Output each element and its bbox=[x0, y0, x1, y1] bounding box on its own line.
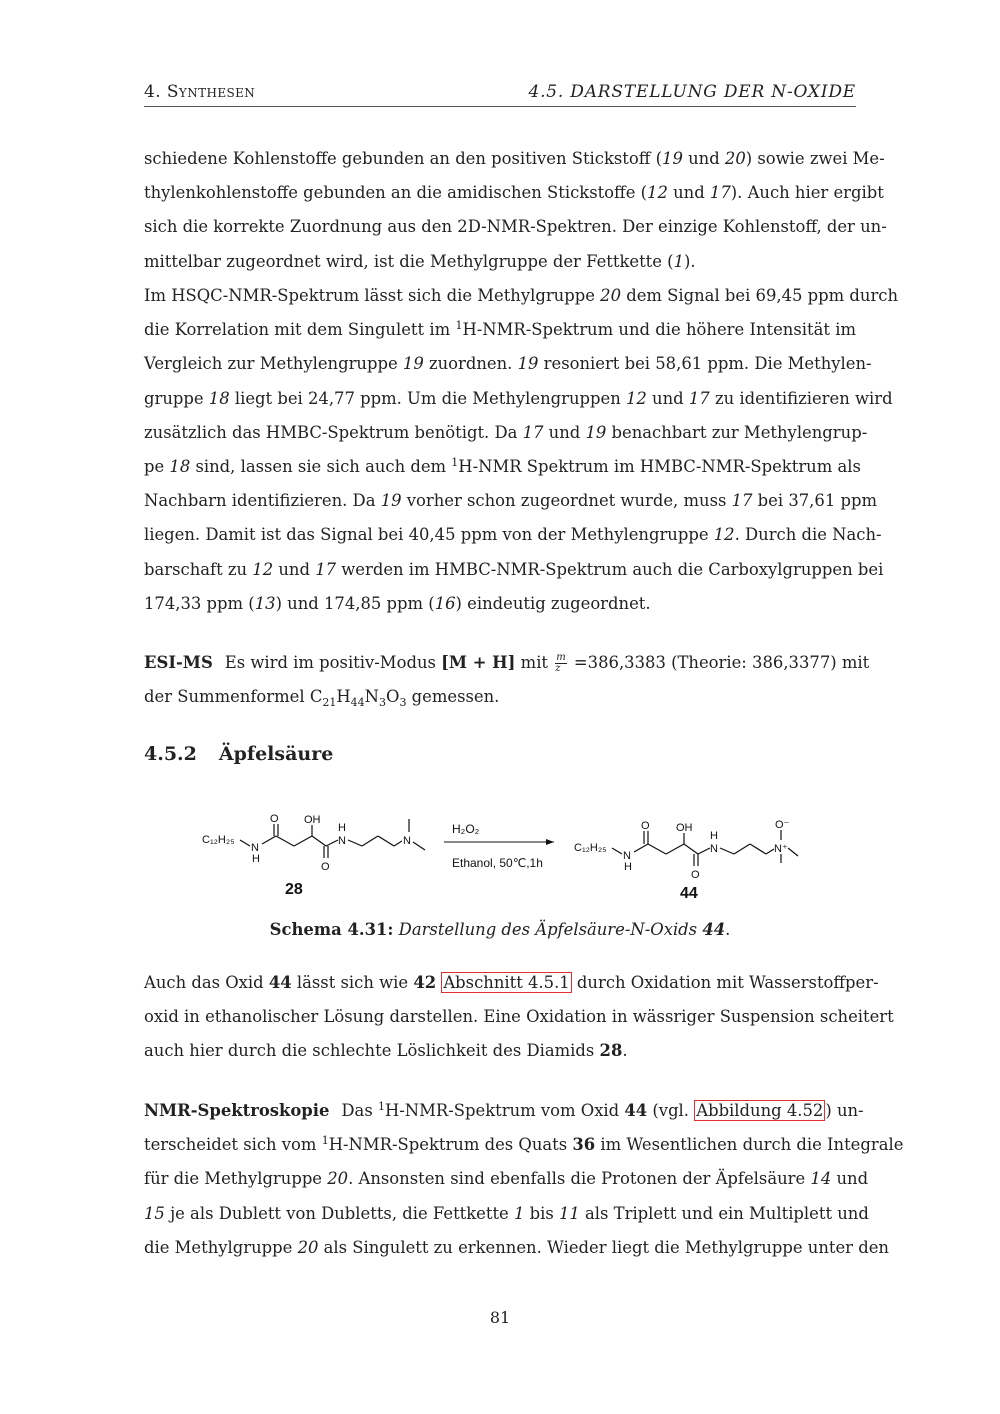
p2-line: gruppe 18 liegt bei 24,77 ppm. Um die Methylengruppen 12 und 17 zu identifizieren wird bbox=[144, 388, 893, 408]
compound-label-44: 44 bbox=[680, 885, 698, 902]
header-section: 4.5. DARSTELLUNG DER N-OXIDE bbox=[528, 82, 856, 102]
product-hydroxyl: OH bbox=[676, 822, 693, 834]
p2-line: pe 18 sind, lassen sie sich auch dem $^1$H-NMR Spektrum im HMBC-NMR-Spektrum als bbox=[144, 455, 861, 476]
esi-line: ESI-MS Es wird im positiv-Modus [M + H] mit $\frac{m}{z}$ =386,3383 (Theorie: 386,3377) mit bbox=[144, 652, 870, 674]
start-molecule-bonds bbox=[240, 819, 425, 858]
esi-line: der Summenformel $C_{21}H_{44}N_3O_3$ gemessen. bbox=[144, 687, 500, 710]
link-abschnitt-4-5-1[interactable]: Abschnitt 4.5.1 bbox=[443, 973, 570, 992]
m-over-z-fraction: $\frac{m}{z}$ bbox=[555, 652, 566, 674]
product-oxide-o: O⁻ bbox=[775, 819, 790, 831]
p2-line: Nachbarn identifizieren. Da 19 vorher schon zugeordnet wurde, muss 17 bei 37,61 ppm bbox=[144, 491, 877, 511]
arrow-head-icon bbox=[546, 839, 554, 845]
product-amide2-n: N bbox=[710, 843, 718, 855]
p2-line: 174,33 ppm (13) und 174,85 ppm (16) eindeutig zugeordnet. bbox=[144, 593, 651, 613]
nmr-line: die Methylgruppe 20 als Singulett zu erkennen. Wieder liegt die Methylgruppe unter den bbox=[144, 1237, 889, 1257]
nmr-line: 15 je als Dublett von Dubletts, die Fettkette 1 bis 11 als Triplett und ein Multiplett und bbox=[144, 1203, 869, 1223]
product-carbonyl-o2: O bbox=[691, 869, 700, 881]
start-amide2-h: H bbox=[338, 822, 346, 834]
esi-ms-paragraph bbox=[144, 646, 870, 714]
start-carbonyl-o2: O bbox=[321, 861, 330, 873]
header-chapter: 4. Synthesen bbox=[144, 82, 256, 102]
start-amine-n: N bbox=[403, 835, 411, 847]
p2-line: barschaft zu 12 und 17 werden im HMBC-NMR-Spektrum auch die Carboxylgruppen bei bbox=[144, 559, 884, 579]
running-header bbox=[144, 80, 856, 107]
start-chain-label: C₁₂H₂₅ bbox=[202, 834, 235, 846]
link-abbildung-4-52[interactable]: Abbildung 4.52 bbox=[696, 1101, 824, 1120]
p3-line: Auch das Oxid 44 lässt sich wie 42 Abschnitt 4.5.1 durch Oxidation mit Wasserstoffper- bbox=[144, 973, 879, 992]
product-ammonium-n: N⁺ bbox=[774, 843, 788, 855]
product-carbonyl-o1: O bbox=[641, 820, 650, 832]
p3-line: auch hier durch die schlechte Löslichkeit des Diamids 28. bbox=[144, 1041, 628, 1061]
nmr-line: für die Methylgruppe 20. Ansonsten sind ebenfalls die Protonen der Äpfelsäure 14 und bbox=[144, 1169, 869, 1189]
p1-line: thylenkohlenstoffe gebunden an die amidischen Stickstoffe (12 und 17). Auch hier ergibt bbox=[144, 183, 884, 203]
compound-label-28: 28 bbox=[285, 881, 303, 898]
paragraph-2 bbox=[144, 279, 899, 621]
p3-line: oxid in ethanolischer Lösung darstellen. Eine Oxidation in wässriger Suspension scheitert bbox=[144, 1007, 894, 1027]
start-amide-h: H bbox=[252, 853, 260, 865]
scheme-caption: Schema 4.31: Darstellung des Äpfelsäure-N-Oxids 44. bbox=[269, 920, 731, 939]
nmr-line: terscheidet sich vom $^1$H-NMR-Spektrum des Quats 36 im Wesentlichen durch die Integrale bbox=[144, 1134, 904, 1155]
p2-line: Vergleich zur Methylengruppe 19 zuordnen. 19 resoniert bei 58,61 ppm. Die Methylen- bbox=[144, 354, 872, 374]
section-heading: 4.5.2 Äpfelsäure bbox=[144, 743, 334, 765]
product-amide2-h: H bbox=[710, 830, 718, 842]
p1-line: sich die korrekte Zuordnung aus den 2D-NMR-Spektren. Der einzige Kohlenstoff, der un- bbox=[144, 217, 887, 237]
p2-line: Im HSQC-NMR-Spektrum lässt sich die Methylgruppe 20 dem Signal bei 69,45 ppm durch bbox=[144, 286, 899, 305]
product-amide-h: H bbox=[624, 861, 632, 873]
product-molecule-bonds bbox=[612, 830, 798, 866]
p1-line: mittelbar zugeordnet wird, ist die Methylgruppe der Fettkette (1). bbox=[144, 251, 696, 271]
reagent-top: H₂O₂ bbox=[452, 822, 480, 836]
start-amide-n: N bbox=[251, 842, 259, 854]
reaction-scheme bbox=[196, 808, 816, 918]
reagent-conditions: Ethanol, 50℃,1h bbox=[452, 856, 543, 870]
p2-line: zusätzlich das HMBC-Spektrum benötigt. Da 17 und 19 benachbart zur Methylengrup- bbox=[144, 422, 868, 442]
start-carbonyl-o1: O bbox=[270, 813, 279, 825]
paragraph-1 bbox=[144, 142, 887, 279]
paragraph-3 bbox=[144, 966, 894, 1069]
p2-line: liegen. Damit ist das Signal bei 40,45 ppm von der Methylengruppe 12. Durch die Nach- bbox=[144, 525, 882, 545]
page-number: 81 bbox=[489, 1308, 511, 1327]
product-amide-n: N bbox=[623, 850, 631, 862]
nmr-paragraph bbox=[144, 1094, 904, 1265]
p1-line: schiedene Kohlenstoffe gebunden an den positiven Stickstoff (19 und 20) sowie zwei Me- bbox=[144, 149, 885, 168]
start-amide2-n: N bbox=[338, 835, 346, 847]
start-hydroxyl: OH bbox=[304, 814, 321, 826]
product-chain-label: C₁₂H₂₅ bbox=[574, 842, 607, 854]
nmr-line: NMR-Spektroskopie Das $^1$H-NMR-Spektrum vom Oxid 44 (vgl. Abbildung 4.52 ) un- bbox=[144, 1100, 864, 1120]
p2-line: die Korrelation mit dem Singulett im $^1$H-NMR-Spektrum und die höhere Intensität im bbox=[144, 319, 856, 340]
